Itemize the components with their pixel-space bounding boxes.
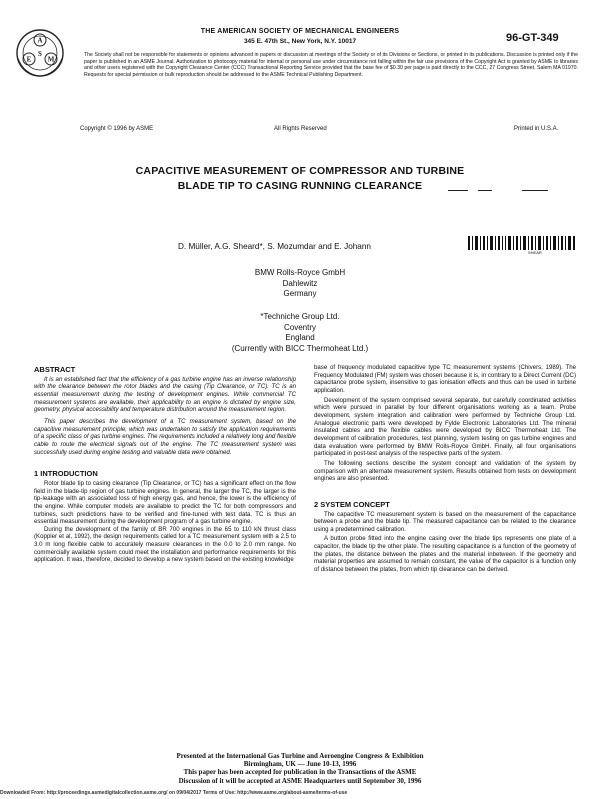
affiliation-bmw [0, 268, 600, 300]
affiliation-line: *Techniche Group Ltd. [260, 312, 340, 321]
conference-footer [0, 752, 600, 785]
affiliation-techniche [0, 312, 600, 354]
body-paragraph: A button probe fitted into the engine casing over the blade tips represents one plate of a capacitor, the blade tip the other plate. The resulting capacitance is a function of the geometry of the plates, the distance between the plates and the material inbetween. If the geometry and material properties are assumed to remain constant, the value of the capacitor is a function only of distance between the plates, from which tip clearance can be derived. [314, 535, 576, 574]
asme-logo [14, 28, 66, 78]
barcode [468, 236, 576, 250]
svg-text:A: A [37, 36, 43, 45]
footer-line: Presented at the International Gas Turbine and Aeroengine Congress & Exhibition [176, 752, 424, 760]
title-line-2: BLADE TIP TO CASING RUNNING CLEARANCE [177, 180, 423, 192]
body-paragraph: base of frequency modulated capacitive type TC measurement systems (Chivers, 1989). The Frequency Modulated (FM) system was chosen because it is, in contrary to a Direct Current (DC) capacitance probe system, insensitive to gas ionisation effects and thus can be used in turbine application. [314, 364, 576, 394]
body-paragraph: The capacitive TC measurement system is based on the measurement of the capacitance between a probe and the blade tip. The measured capacitance can be related to the clearance using a predetermined calibration. [314, 510, 576, 533]
title-line-1: CAPACITIVE MEASUREMENT OF COMPRESSOR AND TURBINE [135, 165, 465, 177]
footer-line: Discussion of it will be accepted at ASME Headquarters until September 30, 1996 [178, 776, 422, 785]
decorative-dash [478, 190, 492, 191]
affiliation-line: Germany [283, 289, 317, 298]
affiliation-line: BMW Rolls-Royce GmbH [254, 268, 346, 277]
paper-number: 96-GT-349 [506, 32, 559, 44]
footer-line: This paper has been accepted for publication in the Transactions of the ASME [183, 768, 417, 777]
intro-heading: 1 INTRODUCTION [34, 469, 98, 479]
download-notice: Downloaded From: http://proceedings.asmedigitalcollection.asme.org/ on 09/04/2017 Terms of Use: http://www.asme.org/about-asme/terms-of-use [0, 790, 348, 796]
author-list: D. Müller, A.G. Sheard*, S. Mozumdar and E. Johann [178, 242, 371, 251]
svg-text:S: S [38, 50, 42, 58]
right-column [314, 364, 576, 574]
abstract-heading: ABSTRACT [34, 365, 76, 374]
decorative-dash [522, 190, 548, 191]
system-concept-heading: 2 SYSTEM CONCEPT [314, 499, 390, 509]
abstract-paragraph: This paper describes the development of a TC measurement system, based on the capacitive measurement principle, which was undertaken to satisfy the application requirements of a specific class of gas turbine engines. The requirements included a relatively long and flexible cable to route the electrical signals out of the engine. The TC measurement system was successfully used during engine testing and valuable data were obtained. [34, 417, 296, 456]
society-address: 345 E. 47th St., New York, N.Y. 10017 [243, 38, 357, 45]
affiliation-line: Coventry [283, 322, 316, 332]
intro-paragraph: Rotor blade tip to casing clearance (Tip Clearance, or TC) has a significant effect on the flow field in the blade-tip region of gas turbine engines. In general, the larger the TC, the larger is the tip-leakage with an associated loss of high energy gas, and hence, the lower is the efficiency of the engine. While computer models are available to predict the TC for both compressors and turbines, such predictions have to be verified and fine-tuned with test data. TC is thus an essential measurement during the development program of a gas turbine engine. [34, 479, 296, 526]
abstract-paragraph: It is an established fact that the efficiency of a gas turbine engine has an inverse relationship with the clearance between the rotor blades and the casing (Tip Clearance, or TC). TC is an essential measurement during the testing of development engines. While commercial TC measurement systems are available, their applicability to an engine is dictated by engine size, geometry, physical accessibility and temperature distribution around the measurement region. [34, 375, 296, 414]
affiliation-line: (Currently with BICC Thermoheat Ltd.) [231, 343, 369, 353]
body-paragraph: Development of the system comprised several separate, but carefully coordinated activities which were pursued in parallel by four different organisations working as a team. Probe development, system integration and calibration were performed by Techniche Group Ltd. Analogue electronic parts were developed by Fylde Electronic Laboratories Ltd. The mineral insulated cables and the flexible cables were developed by BICC Thermoheat Ltd. The development of calibration procedures, test planning, system testing on gas turbine engines and data evaluation were performed by BMW Rolls-Royce GmbH. Finally, all four organisations participated in post-test analysis of the respective parts of the system. [314, 396, 576, 458]
printed-in: Printed in U.S.A. [514, 126, 559, 132]
intro-paragraph: During the development of the family of BR 700 engines in the 65 to 110 kN thrust class (Koppler et al, 1992), the design requirements called for a TC measurement system with a 2.5 to 3.0 m long flexible cable to accurately measure clearances in the 0.0 to 2.0 mm range. No commercially available system could meet the installation and performance requirements for this application. It was, therefore, decided to develop a new system based on the existing knowledge [34, 525, 296, 564]
copyright-notice: Copyright © 1996 by ASME [80, 126, 154, 132]
paper-title [0, 164, 600, 194]
affiliation-line: England [285, 333, 315, 342]
disclaimer-text: The Society shall not be responsible for statements or opinions advanced in papers or discussion at meetings of the Society or of its Divisions or Sections, or printed in its publications. Discussion is printed only if the paper is published in an ASME Journal. Authorization to photocopy material for internal or personal use under circumstance not falling within the fair use provisions of the Copyright Act is granted by ASME to libraries and other users registered with the Copyright Clearance Center (CCC) Transactional Reporting Service provided that the base fee of $0.30 per page is paid directly to the CCC, 27 Congress Street, Salem MA 01970. Requests for special permission or bulk reproduction should be addressed to the ASME Technical Publishing Department. [84, 52, 578, 78]
decorative-dash [448, 190, 468, 191]
affiliation-line: Dahlewitz [282, 278, 318, 288]
svg-text:E: E [26, 55, 32, 64]
society-name: THE AMERICAN SOCIETY OF MECHANICAL ENGINEERS [200, 28, 400, 35]
footer-line: Birmingham, UK — June 10-13, 1996 [243, 760, 357, 769]
svg-text:M: M [47, 55, 55, 64]
body-paragraph: The following sections describe the system concept and validation of the system by comparison with an alternate measurement system. Results obtained from tests on development engines are also presented. [314, 459, 576, 483]
rights-reserved: All Rights Reserved [274, 126, 327, 132]
left-column [34, 366, 296, 564]
barcode-label: SHEAR [528, 250, 542, 255]
